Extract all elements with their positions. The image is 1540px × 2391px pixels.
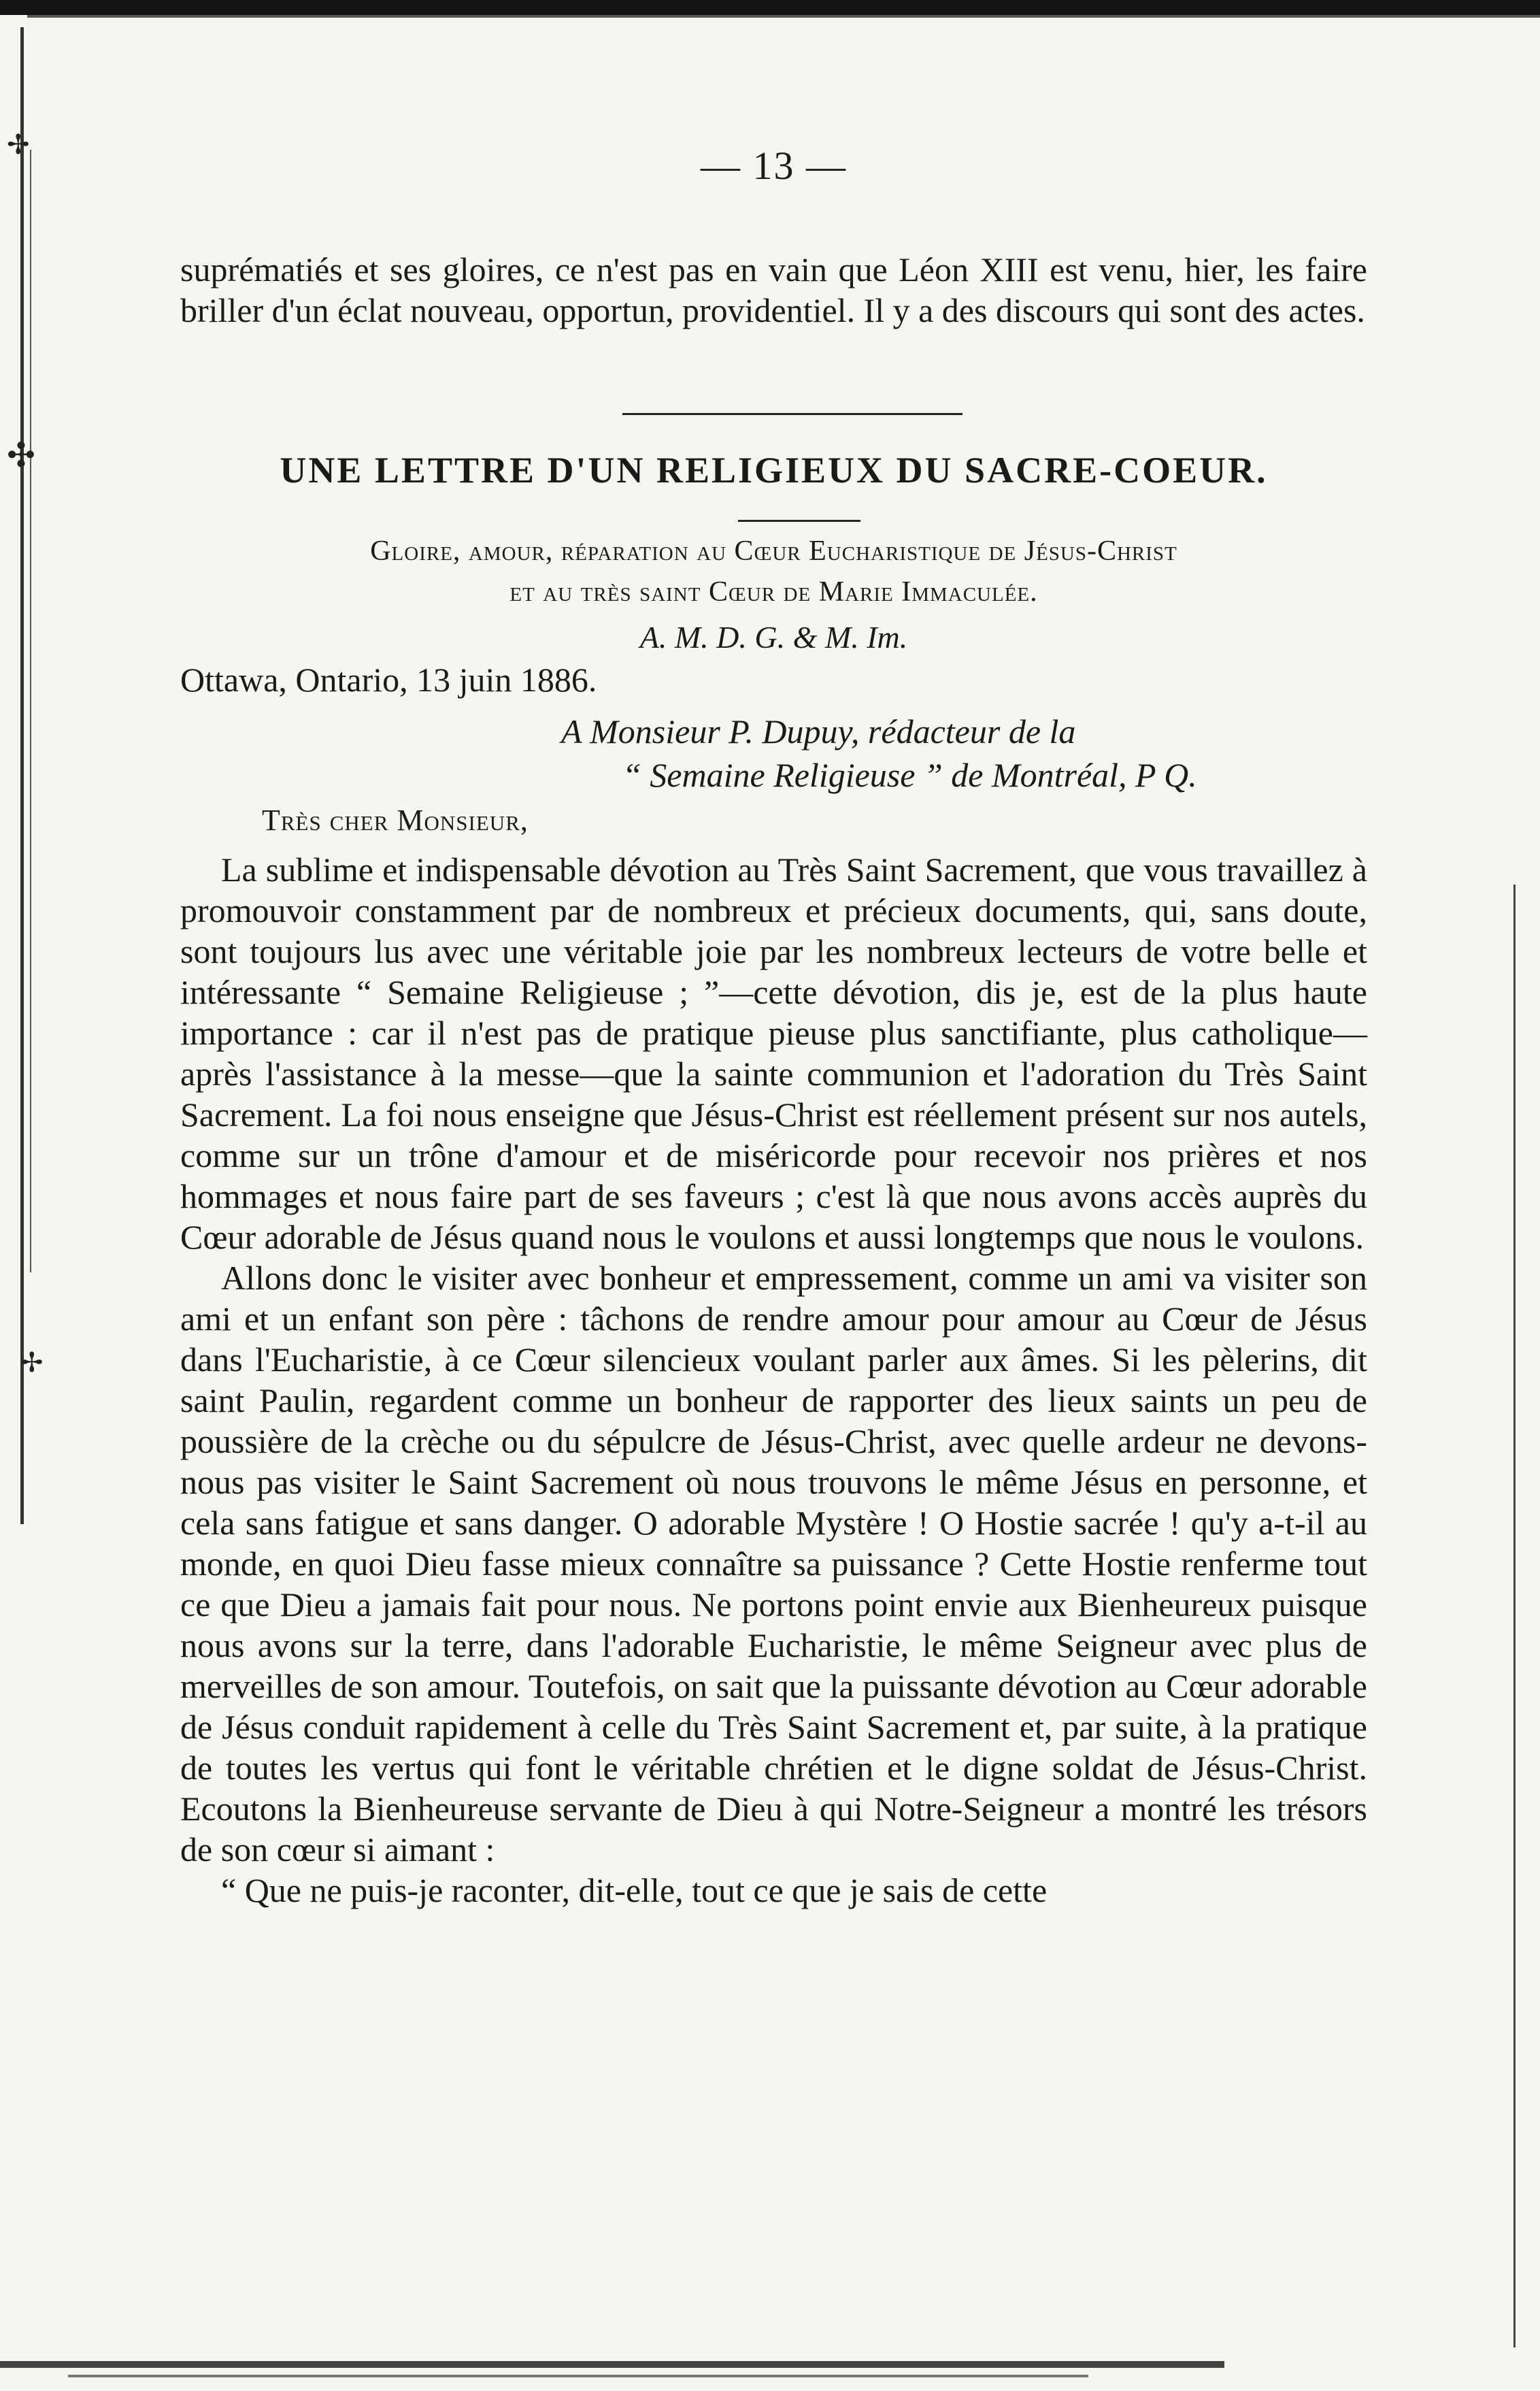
paragraph-1: La sublime et indispensable dévotion au Très Saint Sacrement, que vous travaillez à promouvoir constamment par de nombreux et précieux documents, qui, sans doute, sont toujours lus avec une véritable joie par les nombreux lecteurs de votre belle et intéressante “ Semaine Religieuse ; ”—cette dévotion, dis je, est de la plus haute importance : car il n'est pas de pratique pieuse plus sanctifiante, plus catholique—après l'assistance à la messe—que la sainte communion et l'adoration du Très Saint Sacrement. La foi nous enseigne que Jésus-Christ est réellement présent sur nos autels, comme sur un trône d'amour et de miséricorde pour recevoir nos prières et nos hommages et nous faire part de ses faveurs ; c'est là que nous avons accès auprès du Cœur adorable de Jésus quand nous le voulons et aussi longtemps que nous le voulons. — [180, 851, 1367, 1256]
scan-right-edge — [1513, 885, 1516, 2347]
scan-left-edge-inner — [30, 150, 31, 1272]
motto-line-2: et au très saint Cœur de Marie Immaculée. — [509, 576, 1038, 608]
binding-mark-icon: ✣ — [7, 435, 35, 475]
motto — [180, 531, 1367, 612]
salutation: Très cher Monsieur, — [262, 804, 529, 837]
paragraph-3: “ Que ne puis-je raconter, dit-elle, tout ce que je sais de cette — [221, 1871, 1048, 1909]
address-line-1: A Monsieur P. Dupuy, rédacteur de la — [561, 712, 1076, 751]
section-divider — [622, 413, 962, 415]
heading-underline — [738, 520, 860, 522]
address-line-2: “ Semaine Religieuse ” de Montréal, P Q. — [622, 756, 1197, 794]
binding-mark-icon: ✢ — [7, 129, 30, 161]
binding-mark-icon: ✢ — [20, 1347, 44, 1379]
motto-line-1: Gloire, amour, réparation au Cœur Eucharistique de Jésus-Christ — [370, 535, 1177, 567]
dedication-abbreviation: A. M. D. G. & M. Im. — [639, 620, 908, 655]
dateline: Ottawa, Ontario, 13 juin 1886. — [180, 661, 597, 699]
book-page — [180, 0, 1367, 2391]
intro-paragraph: suprématiés et ses gloires, ce n'est pas en vain que Léon XIII est venu, hier, les faire briller d'un éclat nouveau, opportun, providentiel. Il y a des discours qui sont des actes. — [180, 250, 1367, 329]
letter-heading: UNE LETTRE D'UN RELIGIEUX DU SACRE-COEUR. — [280, 450, 1268, 491]
paragraph-2: Allons donc le visiter avec bonheur et empressement, comme un ami va visiter son ami et un enfant son père : tâchons de rendre amour pour amour au Cœur de Jésus dans l'Eucharistie, à ce Cœur silencieux voulant parler aux âmes. Si les pèlerins, dit saint Paulin, regardent comme un bonheur de rapporter des lieux saints un peu de poussière de la crèche ou du sépulcre de Jésus-Christ, avec quelle ardeur ne devons-nous pas visiter le Saint Sacrement où nous trouvons le même Jésus en personne, et cela sans fatigue et sans danger. O adorable Mystère ! O Hostie sacrée ! qu'y a-t-il au monde, en quoi Dieu fasse mieux connaître sa puissance ? Cette Hostie renferme tout ce que Dieu a jamais fait pour nous. Ne portons point envie aux Bienheureux puisque nous avons sur la terre, dans l'adorable Eucharistie, le même Seigneur avec plus de merveilles de son amour. Toutefois, on sait que la puissante dévotion au Cœur adorable de Jésus conduit rapidement à celle du Très Saint Sacrement et, par suite, à la pratique de toutes les vertus qui font le véritable chrétien et le digne soldat de Jésus-Christ. Ecoutons la Bienheureuse servante de Dieu à qui Notre-Seigneur a montré les trésors de son cœur si aimant : — [180, 1259, 1367, 1868]
letter-body — [180, 849, 1367, 1911]
page-number: — 13 — — [701, 144, 847, 188]
scan-left-edge — [20, 27, 24, 1524]
